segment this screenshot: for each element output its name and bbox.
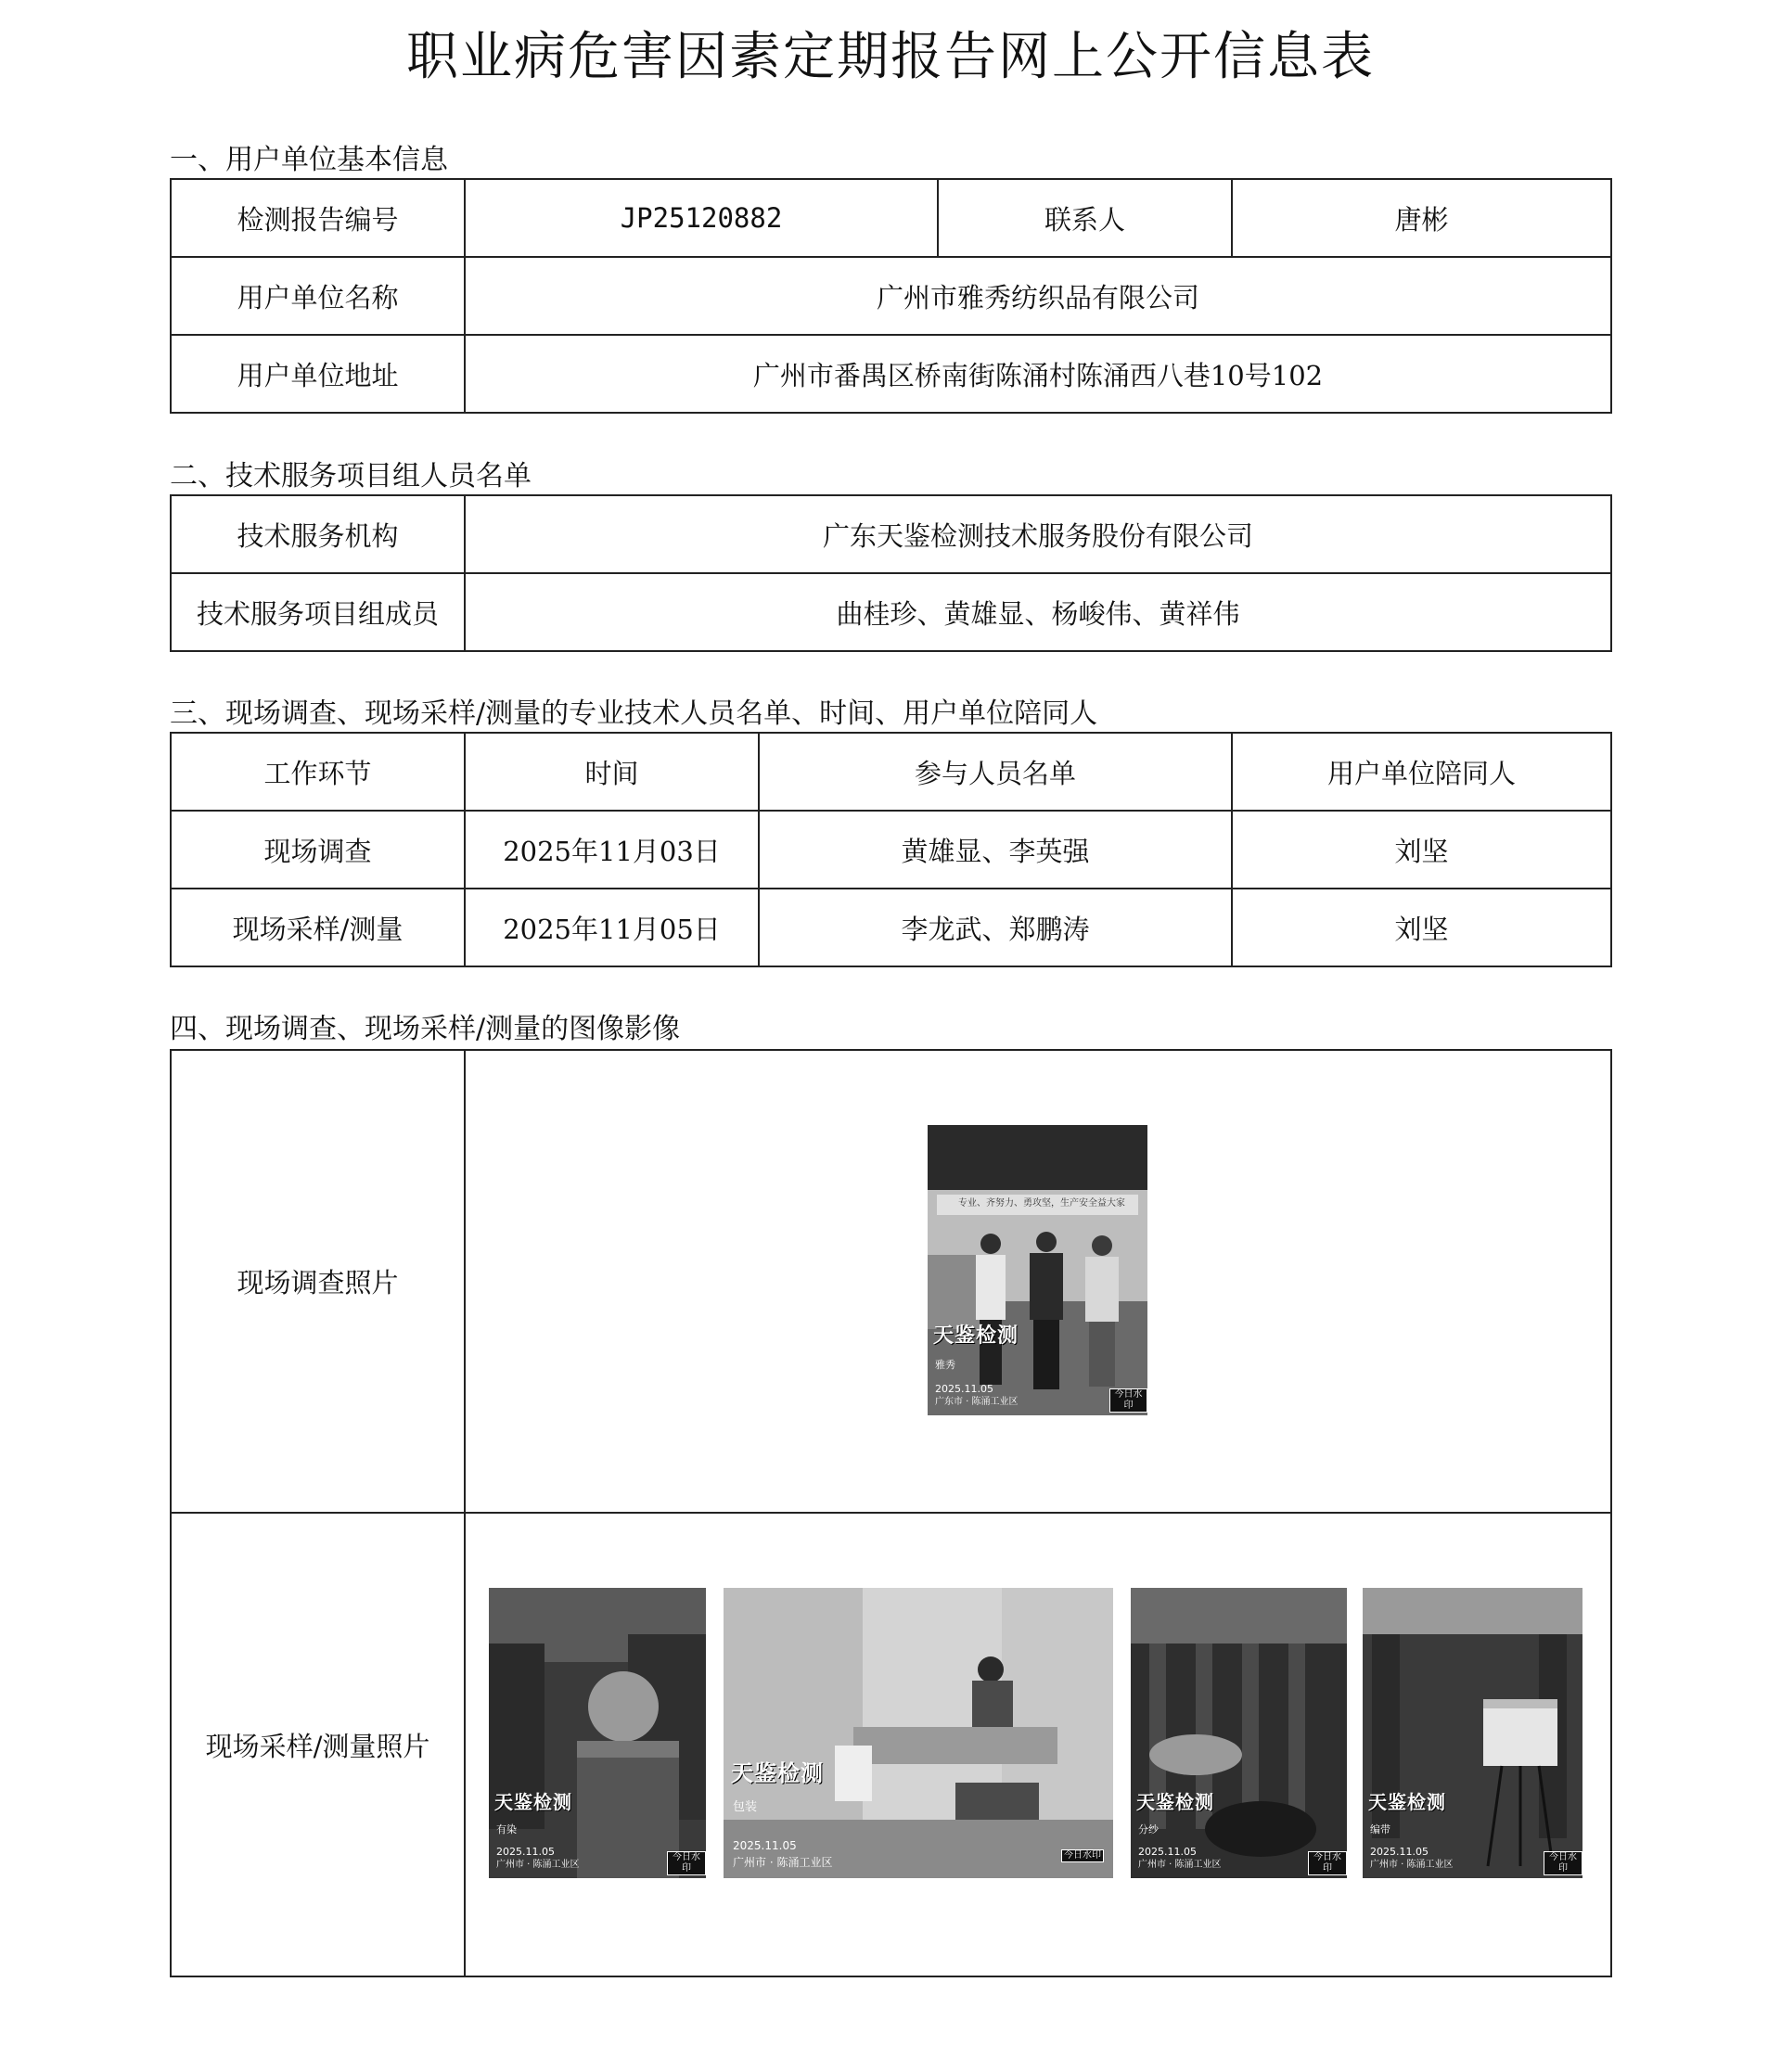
watermark-title: 天鉴检测 [933,1324,1019,1348]
table-row [171,889,1611,966]
watermark-date: 2025.11.05 [1138,1846,1197,1858]
unit-name-value: 广州市雅秀纺织品有限公司 [465,257,1611,335]
unit-address-label: 用户单位地址 [171,335,465,413]
stage-cell: 现场调查 [171,811,465,889]
watermark-title: 天鉴检测 [1368,1791,1446,1813]
members-value: 曲桂珍、黄雄显、杨峻伟、黄祥伟 [465,573,1611,651]
watermark-caption: 分纱 [1138,1823,1159,1835]
header-cell: 工作环节 [171,733,465,811]
org-label: 技术服务机构 [171,495,465,573]
escort-cell: 刘坚 [1232,889,1611,966]
staff-cell: 黄雄显、李英强 [759,811,1232,889]
stage-cell: 现场采样/测量 [171,889,465,966]
contact-value: 唐彬 [1232,179,1611,257]
header-cell: 参与人员名单 [759,733,1232,811]
sampling-photo-image [724,1588,1113,1878]
watermark-title: 天鉴检测 [731,1760,824,1786]
unit-info-table [170,178,1612,414]
report-no-value: JP25120882 [465,179,938,257]
contact-label: 联系人 [938,179,1232,257]
sampling-photo-image [489,1588,706,1878]
watermark-place: 广州市 · 陈涌工业区 [496,1860,580,1870]
section1-heading: 一、用户单位基本信息 [170,144,448,176]
sampling-photo-4 [1363,1588,1582,1878]
watermark-badge: 今日水印 [1061,1849,1104,1862]
date-cell: 2025年11月05日 [465,889,759,966]
watermark-date: 2025.11.05 [733,1839,797,1852]
watermark-badge: 今日水印 [1109,1388,1147,1413]
watermark-place: 广东市 · 陈涌工业区 [935,1397,1019,1407]
sampling-photo-image [1131,1588,1347,1878]
watermark-caption: 包装 [733,1800,758,1814]
watermark-title: 天鉴检测 [494,1791,572,1813]
watermark-badge: 今日水印 [1308,1851,1347,1875]
team-table [170,494,1612,652]
org-value: 广东天鉴检测技术服务股份有限公司 [465,495,1611,573]
unit-address-value: 广州市番禺区桥南街陈涌村陈涌西八巷10号102 [465,335,1611,413]
report-no-label: 检测报告编号 [171,179,465,257]
watermark-place: 广州市 · 陈涌工业区 [1138,1860,1222,1870]
sampling-photo-1 [489,1588,706,1878]
staff-cell: 李龙武、郑鹏涛 [759,889,1232,966]
sampling-photo-label: 现场采样/测量照片 [171,1513,465,1976]
watermark-place: 广州市 · 陈涌工业区 [733,1856,833,1869]
banner-text: 专业、齐努力、勇攻坚，生产安全益大家 [958,1198,1125,1209]
section4-heading: 四、现场调查、现场采样/测量的图像影像 [170,1013,681,1045]
members-label: 技术服务项目组成员 [171,573,465,651]
watermark-caption: 有染 [496,1823,517,1835]
date-cell: 2025年11月03日 [465,811,759,889]
survey-photo-cell [465,1050,1611,1513]
survey-photo-label: 现场调查照片 [171,1050,465,1513]
watermark-date: 2025.11.05 [935,1383,993,1395]
watermark-badge: 今日水印 [667,1851,706,1875]
header-cell: 用户单位陪同人 [1232,733,1611,811]
section3-heading: 三、现场调查、现场采样/测量的专业技术人员名单、时间、用户单位陪同人 [170,697,1098,730]
watermark-caption: 编带 [1370,1823,1390,1835]
header-cell: 时间 [465,733,759,811]
watermark-title: 天鉴检测 [1136,1791,1214,1813]
section2-heading: 二、技术服务项目组人员名单 [170,460,532,492]
survey-photo [928,1125,1147,1415]
sampling-photo-2 [724,1588,1113,1878]
photos-table [170,1049,1612,1977]
survey-photo-image [928,1125,1147,1415]
watermark-place: 广州市 · 陈涌工业区 [1370,1860,1454,1870]
sampling-photos-cell [465,1513,1611,1976]
unit-name-label: 用户单位名称 [171,257,465,335]
watermark-caption: 雅秀 [935,1359,955,1371]
watermark-date: 2025.11.05 [496,1846,555,1858]
watermark-badge: 今日水印 [1544,1851,1582,1875]
table-header-row [171,733,1611,811]
fieldwork-table [170,732,1612,967]
sampling-photo-3 [1131,1588,1347,1878]
table-row [171,811,1611,889]
watermark-date: 2025.11.05 [1370,1846,1429,1858]
page-title: 职业病危害因素定期报告网上公开信息表 [406,27,1375,87]
sampling-photo-image [1363,1588,1582,1878]
escort-cell: 刘坚 [1232,811,1611,889]
